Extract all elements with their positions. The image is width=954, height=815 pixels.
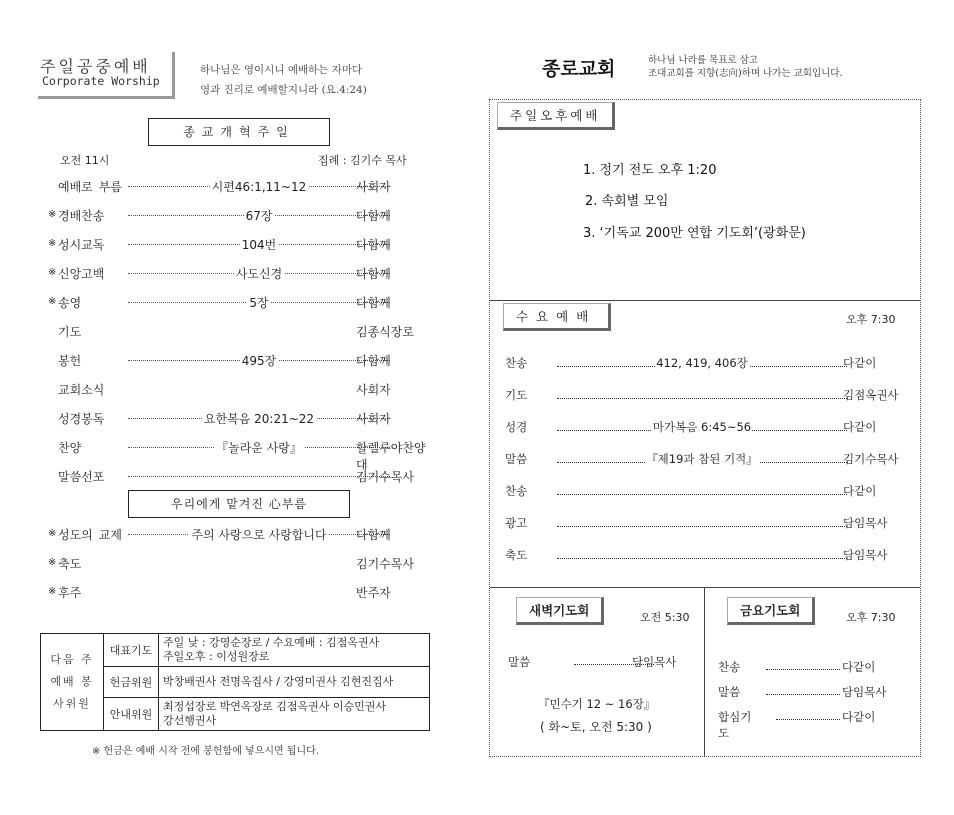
order-label: 성경봉독 <box>58 412 105 426</box>
order-label: 예배로 부름 <box>58 180 122 194</box>
friday-title: 금요기도회 <box>727 597 815 625</box>
order-row <box>48 381 428 401</box>
order-row <box>48 410 428 430</box>
agenda-item: 2. 속회별 모임 <box>585 194 669 209</box>
required-mark: ※ <box>48 209 57 220</box>
required-mark: ※ <box>48 267 57 278</box>
order-row <box>48 178 428 198</box>
wednesday-row <box>505 451 901 471</box>
row-leader: 다같이 <box>842 710 876 724</box>
page-title: 주일공중예배 <box>40 57 151 76</box>
order-label: 성시교독 <box>58 238 105 252</box>
row-label: 합심기도 <box>718 710 752 740</box>
order-content-text: 『놀라운 사랑』 <box>216 441 302 455</box>
row-content <box>557 419 847 435</box>
order-row <box>48 555 428 575</box>
leader-dots <box>776 719 840 720</box>
bible-verse-line-2: 영과 진리로 예배할지니라 (요.4:24) <box>200 84 367 96</box>
order-leader: 할렐루야찬양대 <box>356 441 426 472</box>
friday-row <box>718 659 900 677</box>
wednesday-row <box>505 387 901 407</box>
order-content <box>128 178 390 195</box>
order-content <box>128 352 390 369</box>
order-leader: 반주자 <box>356 586 391 600</box>
order-content-text: 5장 <box>249 296 269 310</box>
order-row <box>48 236 428 256</box>
row-leader: 김점옥권사 <box>843 388 899 402</box>
committee-role: 안내위원 <box>104 698 159 731</box>
committee-role: 대표기도 <box>104 634 159 667</box>
order-content-text: 67장 <box>245 209 273 223</box>
committee-value <box>159 634 430 667</box>
wednesday-row <box>505 419 901 439</box>
order-label: 축도 <box>58 557 82 571</box>
committee-value-line: 주일 낮 : 강영순장로 / 수요예배 : 김점옥권사 <box>163 636 380 649</box>
committee-role: 헌금위원 <box>104 667 159 698</box>
dawn-time: 오전 5:30 <box>640 611 690 624</box>
committee-value-line: 강선행권사 <box>163 714 217 727</box>
wednesday-row <box>505 483 901 503</box>
row-content <box>557 451 847 467</box>
bible-verse-line-1: 하나님은 영이시니 예배하는 자마다 <box>200 64 363 76</box>
order-row <box>48 207 428 227</box>
order-row <box>48 265 428 285</box>
divider <box>490 300 920 301</box>
row-leader: 다같이 <box>843 420 877 434</box>
leader-dots <box>128 476 390 477</box>
wednesday-row <box>505 515 901 535</box>
row-label: 말씀 <box>505 452 528 466</box>
order-label: 교회소식 <box>58 383 105 397</box>
sunday-afternoon-title: 주일오후예배 <box>497 102 615 130</box>
order-content <box>128 294 390 311</box>
committee-table <box>40 633 430 731</box>
committee-category: 다음 주 예배 봉사위원 <box>41 634 104 731</box>
order-content-text: 495장 <box>241 354 277 368</box>
church-name: 종로교회 <box>542 58 616 80</box>
row-label: 말씀 <box>508 655 531 669</box>
order-row <box>48 468 428 488</box>
committee-value-line: 박창배권사 전명옥집사 / 강영미권사 김현진집사 <box>163 675 394 688</box>
order-label: 성도의 교제 <box>58 528 122 542</box>
order-leader: 사회자 <box>356 383 391 397</box>
order-content <box>128 439 390 456</box>
order-content-text: 주의 사랑으로 사랑합니다 <box>191 528 327 542</box>
church-motto-line-2: 조대교회를 지향(志向)하며 나가는 교회입니다. <box>648 68 843 79</box>
church-motto-line-1: 하나님 나라를 목표로 삼고 <box>648 55 759 66</box>
dawn-title: 새벽기도회 <box>516 597 604 625</box>
service-time: 오전 11시 <box>60 154 110 167</box>
row-leader: 담임목사 <box>842 685 887 699</box>
order-leader: 다함께 <box>356 238 391 252</box>
leader-dots <box>557 558 847 559</box>
divider <box>704 587 705 756</box>
order-row <box>48 584 428 604</box>
row-label: 축도 <box>505 548 528 562</box>
row-label: 성경 <box>505 420 528 434</box>
order-content-text: 요한복음 20:21~22 <box>203 412 315 426</box>
committee-value <box>159 698 430 731</box>
order-row <box>48 352 428 372</box>
section-two-title: 우리에게 맡겨진 心부름 <box>128 490 350 518</box>
order-leader: 다함께 <box>356 528 391 542</box>
order-content-text: 시편46:1,11~12 <box>211 180 307 194</box>
order-label: 찬양 <box>58 441 82 455</box>
row-leader: 담임목사 <box>632 655 677 669</box>
order-content <box>128 410 390 427</box>
agenda-item: 1. 정기 전도 오후 1:20 <box>583 163 717 178</box>
leader-dots <box>557 526 847 527</box>
order-label: 후주 <box>58 586 82 600</box>
order-leader: 다함께 <box>356 209 391 223</box>
row-label: 광고 <box>505 516 528 530</box>
committee-value-line: 주일오후 : 이성원장로 <box>163 650 270 663</box>
order-label: 신앙고백 <box>58 267 105 281</box>
row-leader: 다같이 <box>843 484 877 498</box>
wednesday-row <box>505 547 901 567</box>
order-leader: 김기수목사 <box>356 557 414 571</box>
row-leader: 김기수목사 <box>843 452 899 466</box>
order-content <box>128 526 390 543</box>
wednesday-title: 수요예배 <box>503 303 611 331</box>
leader-dots <box>557 398 847 399</box>
committee-value <box>159 667 430 698</box>
committee-value-line: 최정섭장로 박연옥장로 김점옥권사 이승민권사 <box>163 700 387 713</box>
order-content-text: 104번 <box>241 238 277 252</box>
order-label: 송영 <box>58 296 82 310</box>
agenda-item: 3. ‘기독교 200만 연합 기도회’(광화문) <box>583 226 806 241</box>
service-officiant: 집례 : 김기수 목사 <box>318 154 407 167</box>
required-mark: ※ <box>48 296 57 307</box>
order-content <box>128 207 390 224</box>
row-label: 찬송 <box>505 356 528 370</box>
required-mark: ※ <box>48 557 57 568</box>
leader-dots <box>766 694 840 695</box>
order-content-text: 사도신경 <box>235 267 283 281</box>
order-content <box>128 265 390 282</box>
order-leader: 김기수목사 <box>356 470 414 484</box>
friday-row <box>718 709 900 740</box>
offering-note: ※ 헌금은 예배 시작 전에 봉헌함에 넣으시면 됩니다. <box>92 746 320 757</box>
order-label: 봉헌 <box>58 354 82 368</box>
order-row <box>48 323 428 343</box>
row-content-text: 『제19과 참된 기적』 <box>646 452 758 466</box>
order-label: 말씀선포 <box>58 470 105 484</box>
order-leader: 사회자 <box>356 412 391 426</box>
leader-dots <box>557 494 847 495</box>
dawn-row <box>508 654 690 672</box>
table-row <box>41 634 430 667</box>
order-row <box>48 294 428 314</box>
required-mark: ※ <box>48 528 57 539</box>
order-leader: 다함께 <box>356 267 391 281</box>
row-leader: 담임목사 <box>843 548 888 562</box>
divider <box>490 587 920 588</box>
page-subtitle: Corporate Worship <box>42 74 160 88</box>
row-label: 찬송 <box>505 484 528 498</box>
friday-time: 오후 7:30 <box>846 611 896 624</box>
row-content-text: 마가복음 6:45~56 <box>652 420 752 434</box>
order-leader: 다함께 <box>356 296 391 310</box>
required-mark: ※ <box>48 586 57 597</box>
dawn-text: 『민수기 12 ~ 16장』 <box>538 697 656 711</box>
friday-row <box>718 684 900 702</box>
dawn-schedule: ( 화~토, 오전 5:30 ) <box>540 720 652 734</box>
row-content <box>557 355 847 371</box>
row-leader: 다같이 <box>843 356 877 370</box>
order-leader: 다함께 <box>356 354 391 368</box>
order-content <box>128 236 390 253</box>
row-leader: 다같이 <box>842 660 876 674</box>
order-row <box>48 439 428 472</box>
wednesday-row <box>505 355 901 375</box>
order-leader: 사회자 <box>356 180 391 194</box>
row-content-text: 412, 419, 406장 <box>656 356 748 370</box>
row-label: 말씀 <box>718 685 741 699</box>
required-mark: ※ <box>48 238 57 249</box>
order-leader: 김종식장로 <box>356 325 414 339</box>
wednesday-time: 오후 7:30 <box>846 313 896 326</box>
row-leader: 담임목사 <box>843 516 888 530</box>
service-theme: 종교개혁주일 <box>148 118 330 146</box>
order-label: 경배찬송 <box>58 209 105 223</box>
row-label: 기도 <box>505 388 528 402</box>
leader-dots <box>766 669 840 670</box>
order-label: 기도 <box>58 325 82 339</box>
row-label: 찬송 <box>718 660 741 674</box>
order-row <box>48 526 428 546</box>
